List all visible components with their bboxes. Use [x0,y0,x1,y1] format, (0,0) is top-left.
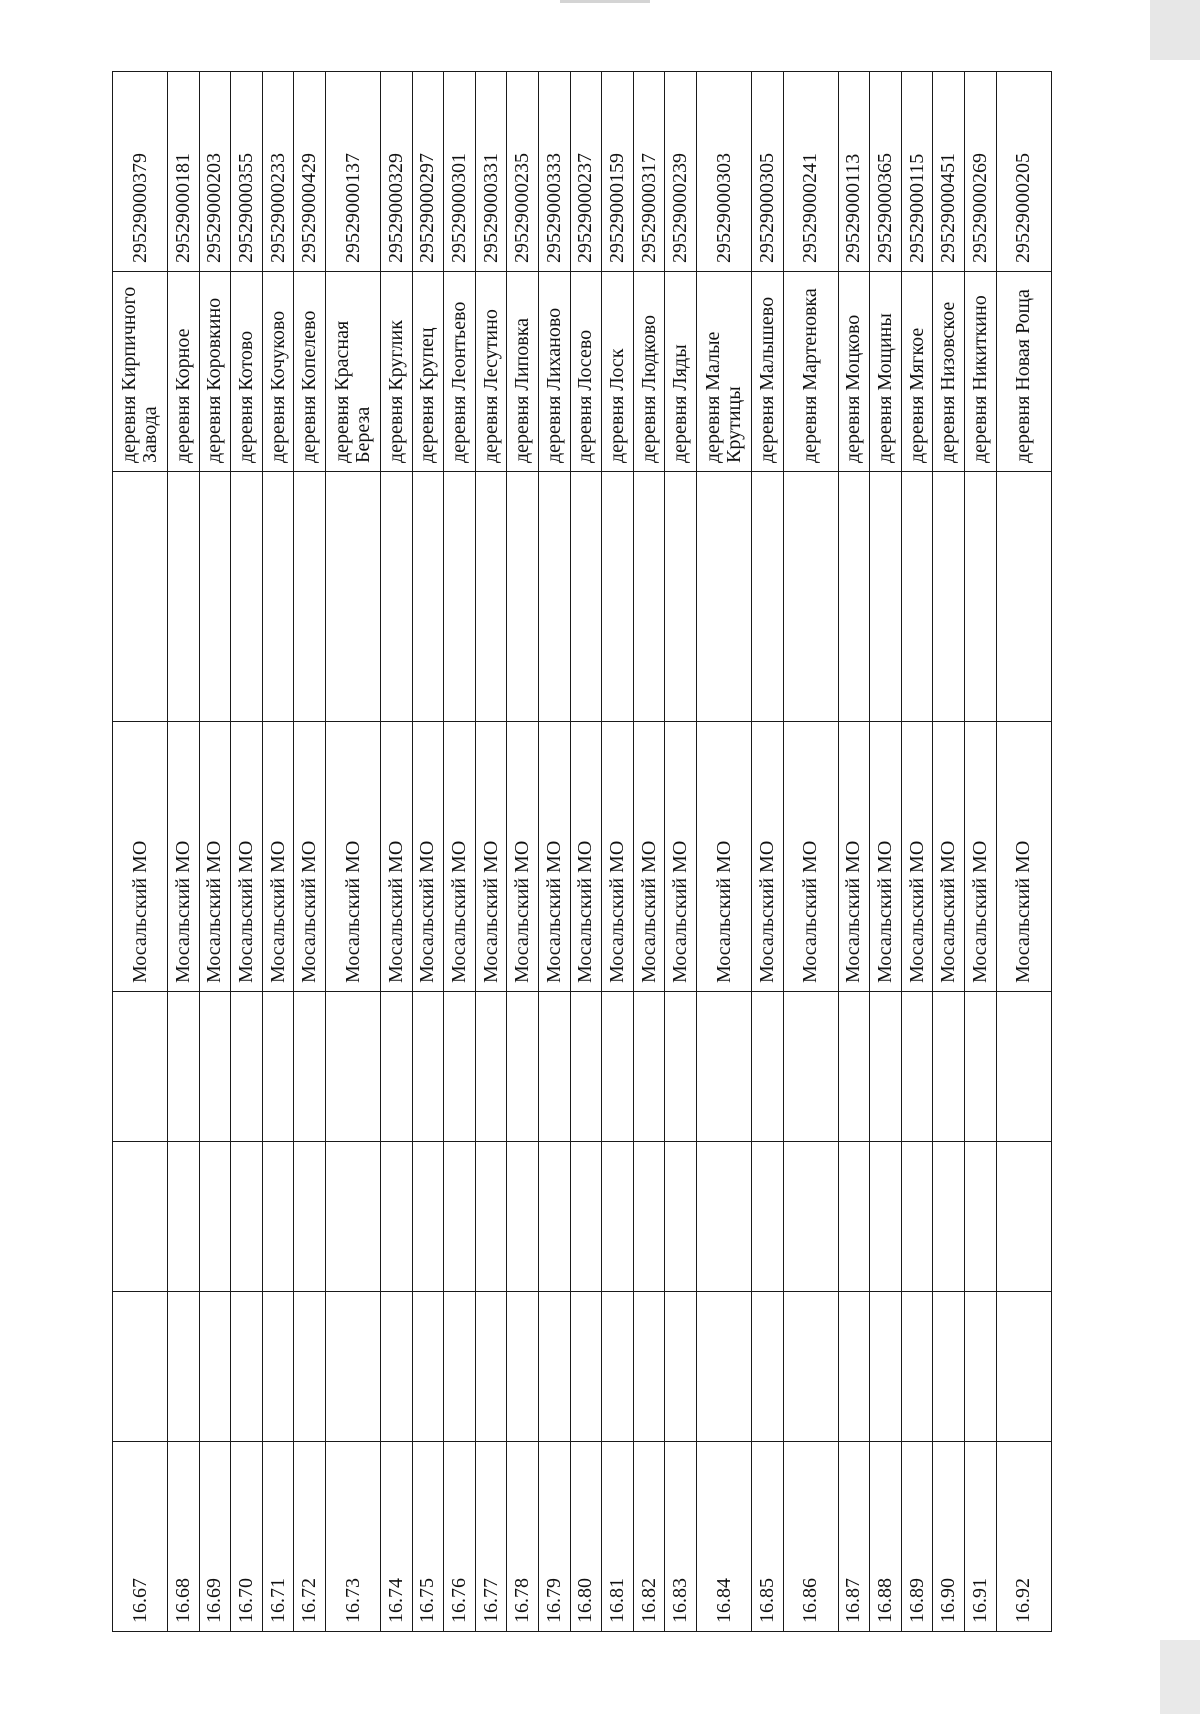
empty-cell [539,1142,571,1292]
empty-cell [381,992,413,1142]
empty-cell [665,992,697,1142]
empty-cell [507,992,539,1142]
empty-cell [113,472,168,722]
empty-cell [633,472,665,722]
row-number-cell: 16.75 [412,1442,444,1632]
empty-cell [901,1142,933,1292]
municipality-cell: Мосальский МО [602,722,634,992]
table-row [231,72,263,1632]
table-row [570,72,602,1632]
empty-cell [933,472,965,722]
row-number-cell: 16.80 [570,1442,602,1632]
settlement-name-cell: деревня Крупец [412,272,444,472]
empty-cell [933,992,965,1142]
municipality-cell: Мосальский МО [633,722,665,992]
empty-cell [113,1142,168,1292]
empty-cell [996,472,1051,722]
oktmo-code-cell: 29529000317 [633,72,665,272]
municipality-cell: Мосальский МО [199,722,231,992]
oktmo-code-cell: 29529000379 [113,72,168,272]
table-row [783,72,838,1632]
oktmo-code-cell: 29529000429 [294,72,326,272]
settlement-name-cell: деревня Красная Береза [326,272,381,472]
settlement-name-cell: деревня Леонтьево [444,272,476,472]
oktmo-code-cell: 29529000159 [602,72,634,272]
table-row [901,72,933,1632]
empty-cell [783,472,838,722]
settlement-name-cell: деревня Котово [231,272,263,472]
empty-cell [870,992,902,1142]
settlement-name-cell: деревня Коровкино [199,272,231,472]
settlement-name-cell: деревня Ляды [665,272,697,472]
empty-cell [444,472,476,722]
municipality-cell: Мосальский МО [262,722,294,992]
municipality-cell: Мосальский МО [294,722,326,992]
settlement-name-cell: деревня Новая Роща [996,272,1051,472]
settlement-name-cell: деревня Корное [168,272,200,472]
table-row [602,72,634,1632]
municipality-cell: Мосальский МО [996,722,1051,992]
empty-cell [933,1292,965,1442]
empty-cell [570,472,602,722]
municipality-cell: Мосальский МО [752,722,784,992]
empty-cell [539,992,571,1142]
oktmo-code-cell: 29529000205 [996,72,1051,272]
table-row [870,72,902,1632]
empty-cell [294,992,326,1142]
oktmo-code-cell: 29529000137 [326,72,381,272]
empty-cell [475,992,507,1142]
row-number-cell: 16.68 [168,1442,200,1632]
empty-cell [783,992,838,1142]
oktmo-code-cell: 29529000239 [665,72,697,272]
table-row [996,72,1051,1632]
empty-cell [996,1292,1051,1442]
table-row [444,72,476,1632]
table-body [113,72,1052,1632]
empty-cell [539,1292,571,1442]
row-number-cell: 16.83 [665,1442,697,1632]
oktmo-code-cell: 29529000301 [444,72,476,272]
row-number-cell: 16.85 [752,1442,784,1632]
empty-cell [870,1292,902,1442]
empty-cell [168,992,200,1142]
oktmo-code-cell: 29529000355 [231,72,263,272]
table-row [294,72,326,1632]
table-row [381,72,413,1632]
table-row [199,72,231,1632]
municipality-cell: Мосальский МО [507,722,539,992]
oktmo-code-cell: 29529000233 [262,72,294,272]
empty-cell [168,1292,200,1442]
municipality-cell: Мосальский МО [870,722,902,992]
empty-cell [665,1292,697,1442]
empty-cell [381,472,413,722]
oktmo-code-cell: 29529000269 [965,72,997,272]
municipality-cell: Мосальский МО [231,722,263,992]
municipality-cell: Мосальский МО [381,722,413,992]
row-number-cell: 16.78 [507,1442,539,1632]
municipality-cell: Мосальский МО [697,722,752,992]
empty-cell [697,992,752,1142]
table-row [838,72,870,1632]
empty-cell [752,1292,784,1442]
table-row [697,72,752,1632]
empty-cell [199,1292,231,1442]
empty-cell [113,992,168,1142]
empty-cell [570,1292,602,1442]
oktmo-code-cell: 29529000203 [199,72,231,272]
table-row [752,72,784,1632]
municipality-cell: Мосальский МО [570,722,602,992]
empty-cell [783,1292,838,1442]
municipality-cell: Мосальский МО [965,722,997,992]
settlement-name-cell: деревня Людково [633,272,665,472]
empty-cell [602,992,634,1142]
oktmo-code-cell: 29529000235 [507,72,539,272]
table-row [475,72,507,1632]
empty-cell [412,992,444,1142]
settlement-name-cell: деревня Мартеновка [783,272,838,472]
row-number-cell: 16.69 [199,1442,231,1632]
empty-cell [783,1142,838,1292]
table-row [168,72,200,1632]
settlement-name-cell: деревня Моцково [838,272,870,472]
table-row [665,72,697,1632]
table-row [507,72,539,1632]
row-number-cell: 16.67 [113,1442,168,1632]
oktmo-code-cell: 29529000115 [901,72,933,272]
oktmo-code-cell: 29529000297 [412,72,444,272]
empty-cell [665,472,697,722]
empty-cell [752,992,784,1142]
empty-cell [231,1292,263,1442]
settlement-name-cell: деревня Круглик [381,272,413,472]
oktmo-code-cell: 29529000241 [783,72,838,272]
empty-cell [996,992,1051,1142]
empty-cell [475,1142,507,1292]
settlement-name-cell: деревня Никиткино [965,272,997,472]
oktmo-code-cell: 29529000365 [870,72,902,272]
municipality-cell: Мосальский МО [933,722,965,992]
empty-cell [262,1292,294,1442]
row-number-cell: 16.76 [444,1442,476,1632]
empty-cell [294,1142,326,1292]
empty-cell [870,1142,902,1292]
empty-cell [965,1292,997,1442]
row-number-cell: 16.89 [901,1442,933,1632]
empty-cell [262,1142,294,1292]
empty-cell [870,472,902,722]
settlement-name-cell: деревня Кочуково [262,272,294,472]
empty-cell [231,472,263,722]
empty-cell [199,472,231,722]
municipality-cell: Мосальский МО [326,722,381,992]
empty-cell [633,992,665,1142]
settlement-name-cell: деревня Лесутино [475,272,507,472]
settlement-name-cell: деревня Копелево [294,272,326,472]
empty-cell [168,472,200,722]
empty-cell [262,472,294,722]
empty-cell [294,1292,326,1442]
empty-cell [996,1142,1051,1292]
settlement-name-cell: деревня Лоск [602,272,634,472]
table-container [112,72,1052,1632]
empty-cell [326,1142,381,1292]
empty-cell [665,1142,697,1292]
oktmo-code-cell: 29529000329 [381,72,413,272]
settlement-table [112,71,1052,1632]
settlement-name-cell: деревня Лосево [570,272,602,472]
row-number-cell: 16.79 [539,1442,571,1632]
settlement-name-cell: деревня Мягкое [901,272,933,472]
empty-cell [965,992,997,1142]
empty-cell [475,472,507,722]
empty-cell [444,1292,476,1442]
empty-cell [326,472,381,722]
oktmo-code-cell: 29529000237 [570,72,602,272]
empty-cell [838,992,870,1142]
row-number-cell: 16.72 [294,1442,326,1632]
empty-cell [838,1142,870,1292]
empty-cell [570,992,602,1142]
row-number-cell: 16.81 [602,1442,634,1632]
row-number-cell: 16.86 [783,1442,838,1632]
scan-speck [1160,1640,1200,1714]
empty-cell [412,1292,444,1442]
municipality-cell: Мосальский МО [901,722,933,992]
row-number-cell: 16.74 [381,1442,413,1632]
settlement-name-cell: деревня Липовка [507,272,539,472]
oktmo-code-cell: 29529000303 [697,72,752,272]
empty-cell [412,472,444,722]
empty-cell [199,992,231,1142]
empty-cell [752,1142,784,1292]
empty-cell [633,1292,665,1442]
row-number-cell: 16.77 [475,1442,507,1632]
empty-cell [475,1292,507,1442]
table-row [262,72,294,1632]
municipality-cell: Мосальский МО [838,722,870,992]
empty-cell [602,472,634,722]
oktmo-code-cell: 29529000333 [539,72,571,272]
municipality-cell: Мосальский МО [168,722,200,992]
empty-cell [507,472,539,722]
empty-cell [507,1142,539,1292]
empty-cell [507,1292,539,1442]
table-row [633,72,665,1632]
row-number-cell: 16.87 [838,1442,870,1632]
settlement-name-cell: деревня Лиханово [539,272,571,472]
municipality-cell: Мосальский МО [539,722,571,992]
row-number-cell: 16.82 [633,1442,665,1632]
empty-cell [965,1142,997,1292]
scan-speck [1150,0,1200,60]
settlement-name-cell: деревня Кирпичного Завода [113,272,168,472]
empty-cell [539,472,571,722]
municipality-cell: Мосальский МО [412,722,444,992]
row-number-cell: 16.73 [326,1442,381,1632]
table-row [965,72,997,1632]
empty-cell [326,1292,381,1442]
empty-cell [570,1142,602,1292]
table-row [326,72,381,1632]
row-number-cell: 16.92 [996,1442,1051,1632]
empty-cell [113,1292,168,1442]
empty-cell [965,472,997,722]
empty-cell [444,1142,476,1292]
settlement-name-cell: деревня Мощины [870,272,902,472]
empty-cell [294,472,326,722]
empty-cell [838,1292,870,1442]
row-number-cell: 16.91 [965,1442,997,1632]
municipality-cell: Мосальский МО [113,722,168,992]
table-row [113,72,168,1632]
table-row [539,72,571,1632]
oktmo-code-cell: 29529000305 [752,72,784,272]
scan-speck [560,0,650,3]
empty-cell [697,472,752,722]
empty-cell [602,1142,634,1292]
table-row [412,72,444,1632]
empty-cell [231,1142,263,1292]
empty-cell [326,992,381,1142]
empty-cell [752,472,784,722]
empty-cell [901,1292,933,1442]
row-number-cell: 16.70 [231,1442,263,1632]
empty-cell [412,1142,444,1292]
oktmo-code-cell: 29529000113 [838,72,870,272]
row-number-cell: 16.71 [262,1442,294,1632]
empty-cell [838,472,870,722]
oktmo-code-cell: 29529000181 [168,72,200,272]
oktmo-code-cell: 29529000331 [475,72,507,272]
municipality-cell: Мосальский МО [444,722,476,992]
table-row [933,72,965,1632]
row-number-cell: 16.90 [933,1442,965,1632]
empty-cell [901,992,933,1142]
empty-cell [933,1142,965,1292]
empty-cell [168,1142,200,1292]
settlement-name-cell: деревня Малышево [752,272,784,472]
empty-cell [602,1292,634,1442]
empty-cell [633,1142,665,1292]
empty-cell [231,992,263,1142]
row-number-cell: 16.88 [870,1442,902,1632]
row-number-cell: 16.84 [697,1442,752,1632]
empty-cell [381,1292,413,1442]
oktmo-code-cell: 29529000451 [933,72,965,272]
empty-cell [381,1142,413,1292]
empty-cell [199,1142,231,1292]
municipality-cell: Мосальский МО [783,722,838,992]
empty-cell [697,1142,752,1292]
empty-cell [262,992,294,1142]
settlement-name-cell: деревня Низовское [933,272,965,472]
empty-cell [444,992,476,1142]
empty-cell [901,472,933,722]
empty-cell [697,1292,752,1442]
municipality-cell: Мосальский МО [665,722,697,992]
municipality-cell: Мосальский МО [475,722,507,992]
settlement-name-cell: деревня Малые Крутицы [697,272,752,472]
